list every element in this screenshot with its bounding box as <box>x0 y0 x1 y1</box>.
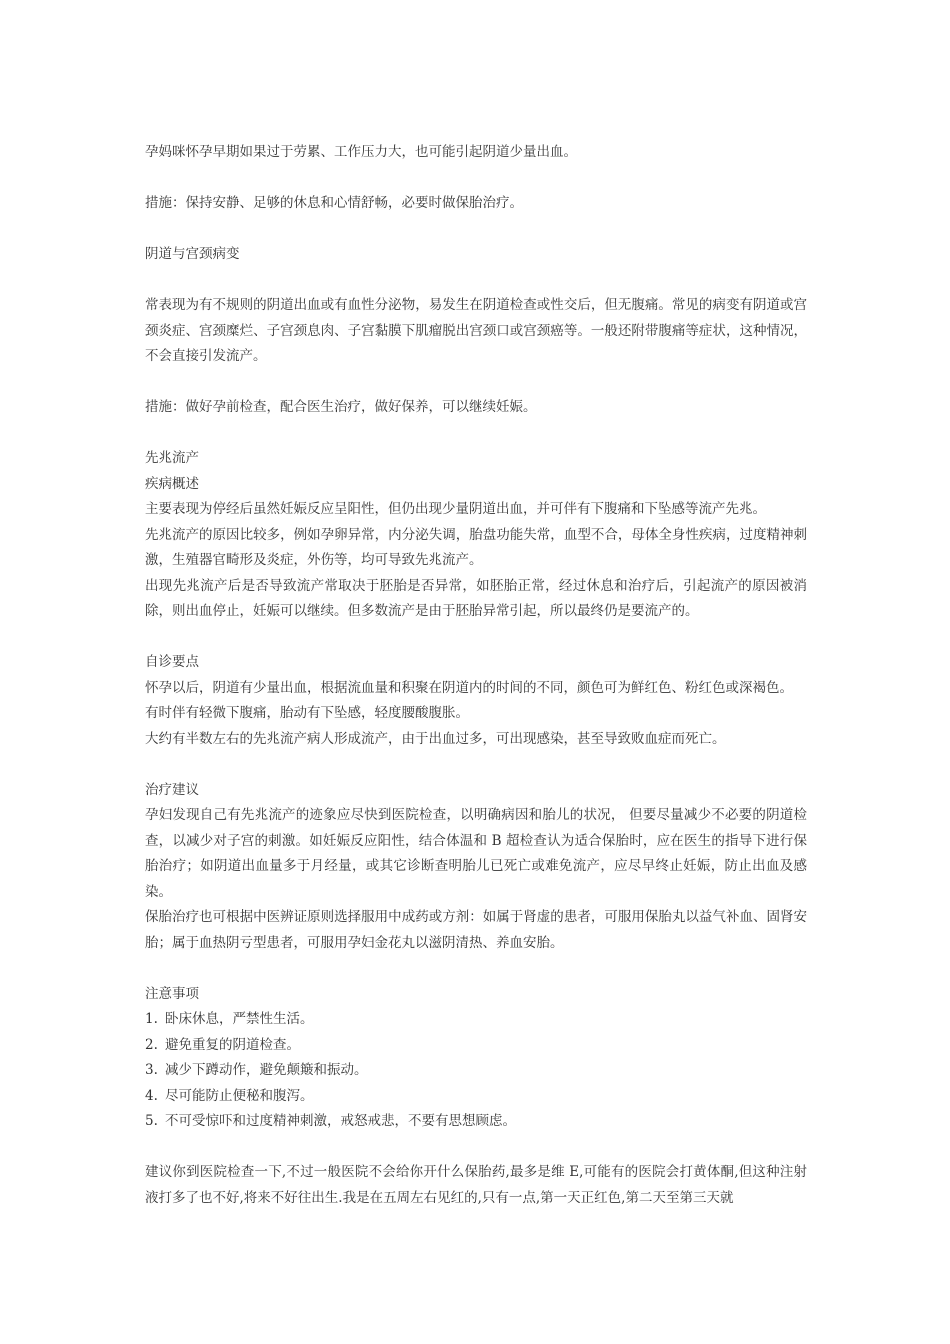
paragraph: 孕妇发现自己有先兆流产的迹象应尽快到医院检查，以明确病因和胎儿的状况， 但要尽量减少不必要的阴道检查，以减少对子宫的刺激。如妊娠反应阳性，结合体温和 B 超检查认为适合保胎时，应在医生的指导下进行保胎治疗；如阴道出血量多于月经量，或其它诊断查明胎儿已死亡或难免流产，应尽早终止妊娠，防止出血及感染。 <box>145 807 807 900</box>
list-item <box>145 1058 807 1084</box>
section-heading: 注意事项 <box>145 985 199 1002</box>
section-subheading: 疾病概述 <box>145 475 199 492</box>
paragraph: 保胎治疗也可根据中医辨证原则选择服用中成药或方剂：如属于肾虚的患者，可服用保胎丸以益气补血、固肾安胎；属于血热阴亏型患者，可服用孕妇金花丸以滋阴清热、养血安胎。 <box>145 909 807 951</box>
section-heading: 阴道与宫颈病变 <box>145 246 240 262</box>
paragraph: 措施：做好孕前检查，配合医生治疗，做好保养，可以继续妊娠。 <box>145 399 537 415</box>
list-item <box>145 1109 807 1135</box>
paragraph: 大约有半数左右的先兆流产病人形成流产，由于出血过多，可出现感染，甚至导致败血症而死亡。 <box>145 730 726 747</box>
list-number: 5. <box>145 1113 158 1129</box>
list-text: 尽可能防止便秘和腹泻。 <box>165 1087 314 1104</box>
list-text: 卧床休息，严禁性生活。 <box>165 1011 314 1027</box>
list-item <box>145 1033 807 1059</box>
list-number: 1. <box>145 1011 158 1027</box>
list-item <box>145 1084 807 1110</box>
paragraph: 主要表现为停经后虽然妊娠反应呈阳性，但仍出现少量阴道出血，并可伴有下腹痛和下坠感等流产先兆。 <box>145 501 766 517</box>
list-item <box>145 1007 807 1033</box>
paragraph: 孕妈咪怀孕早期如果过于劳累、工作压力大，也可能引起阴道少量出血。 <box>145 144 577 160</box>
list-number: 2. <box>145 1036 158 1053</box>
paragraph: 建议你到医院检查一下,不过一般医院不会给你开什么保胎药,最多是维 E,可能有的医院会打黄体酮,但这种注射液打多了也不好,将来不好往出生.我是在五周左右见红的,只有一点,第一天正红色,第二天至第三天就 <box>145 1164 807 1206</box>
paragraph: 先兆流产的原因比较多，例如孕卵异常，内分泌失调，胎盘功能失常，血型不合，母体全身性疾病，过度精神刺激，生殖器官畸形及炎症，外伤等，均可导致先兆流产。 <box>145 526 807 568</box>
list-text: 减少下蹲动作，避免颠簸和振动。 <box>165 1062 368 1078</box>
section-heading: 自诊要点 <box>145 654 199 670</box>
list-text: 不可受惊吓和过度精神刺激，戒怒戒悲，不要有思想顾虑。 <box>165 1113 516 1129</box>
list-number: 3. <box>145 1062 158 1078</box>
section-heading: 治疗建议 <box>145 781 199 798</box>
paragraph: 出现先兆流产后是否导致流产常取决于胚胎是否异常，如胚胎正常，经过休息和治疗后，引起流产的原因被消除，则出血停止，妊娠可以继续。但多数流产是由于胚胎异常引起，所以最终仍是要流产的。 <box>145 577 807 619</box>
section-heading: 先兆流产 <box>145 450 199 466</box>
paragraph: 措施：保持安静、足够的休息和心情舒畅，必要时做保胎治疗。 <box>145 195 523 211</box>
list-text: 避免重复的阴道检查。 <box>165 1036 300 1053</box>
paragraph: 有时伴有轻微下腹痛，胎动有下坠感，轻度腰酸腹胀。 <box>145 705 469 721</box>
paragraph: 常表现为有不规则的阴道出血或有血性分泌物，易发生在阴道检查或性交后，但无腹痛。常见的病变有阴道或宫颈炎症、宫颈糜烂、子宫颈息肉、子宫黏膜下肌瘤脱出宫颈口或宫颈癌等。一般还附带腹痛等症状，这种情况，不会直接引发流产。 <box>145 297 807 364</box>
notes-list <box>145 1007 807 1135</box>
document-body <box>145 140 807 1211</box>
paragraph: 怀孕以后，阴道有少量出血，根据流血量和积聚在阴道内的时间的不同，颜色可为鲜红色、粉红色或深褐色。 <box>145 679 793 696</box>
list-number: 4. <box>145 1087 158 1104</box>
